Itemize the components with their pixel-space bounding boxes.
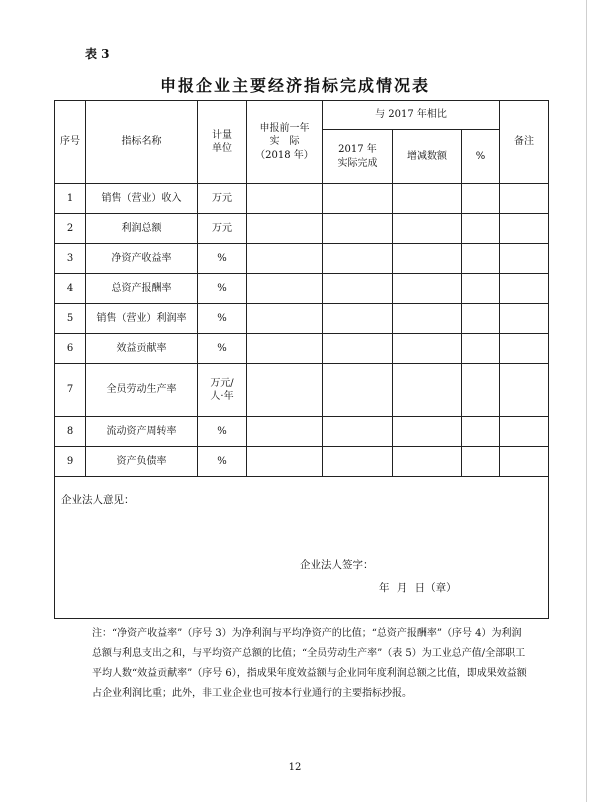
cell-remark [500, 274, 549, 304]
header-prev-line1: 申报前一年 [259, 122, 310, 134]
table-row [55, 334, 549, 364]
cell-actual [323, 274, 393, 304]
signature-label: 企业法人签字： [300, 559, 374, 571]
table-row [55, 417, 549, 447]
cell-remark [500, 364, 549, 417]
row-unit-line1: 万元/ [210, 377, 234, 389]
cell-remark [500, 304, 549, 334]
header-actual [323, 130, 393, 184]
row-seq: 3 [55, 244, 86, 274]
cell-percent [462, 274, 500, 304]
cell-percent [462, 417, 500, 447]
cell-actual [323, 334, 393, 364]
opinion-box [55, 477, 548, 618]
cell-percent [462, 244, 500, 274]
table-row [55, 447, 549, 477]
row-seq: 6 [55, 334, 86, 364]
header-prev-line2: 实 际 [269, 136, 300, 148]
opinion-row [55, 477, 549, 619]
page-edge [586, 0, 587, 802]
opinion-label: 企业法人意见： [61, 494, 135, 506]
date-label: 年 月 日（章） [379, 582, 457, 594]
page-title: 申报企业主要经济指标完成情况表 [159, 76, 430, 95]
cell-change [393, 214, 462, 244]
row-seq: 5 [55, 304, 86, 334]
row-unit: % [198, 304, 247, 334]
header-indicator: 指标名称 [86, 101, 198, 184]
cell-change [393, 334, 462, 364]
page-number: 12 [288, 762, 302, 773]
cell-actual [323, 417, 393, 447]
cell-actual [323, 364, 393, 417]
table-row [55, 184, 549, 214]
cell-prev-year [247, 364, 323, 417]
cell-change [393, 274, 462, 304]
row-unit: % [198, 417, 247, 447]
row-unit-line2: 人·年 [210, 391, 234, 402]
indicators-table [54, 100, 549, 619]
header-compare: 与 2017 年相比 [323, 101, 500, 130]
cell-change [393, 244, 462, 274]
header-change: 增减数额 [393, 130, 462, 184]
cell-prev-year [247, 214, 323, 244]
cell-prev-year [247, 304, 323, 334]
row-seq: 4 [55, 274, 86, 304]
cell-actual [323, 244, 393, 274]
cell-change [393, 184, 462, 214]
header-unit [198, 101, 247, 184]
row-name: 流动资产周转率 [86, 417, 198, 447]
cell-actual [323, 447, 393, 477]
row-name: 效益贡献率 [86, 334, 198, 364]
cell-remark [500, 214, 549, 244]
header-remark: 备注 [500, 101, 549, 184]
header-actual-line2: 实际完成 [337, 157, 378, 169]
cell-remark [500, 447, 549, 477]
row-seq: 8 [55, 417, 86, 447]
row-unit: 万元 [198, 184, 247, 214]
row-seq: 1 [55, 184, 86, 214]
cell-change [393, 364, 462, 417]
cell-remark [500, 244, 549, 274]
table-row [55, 274, 549, 304]
cell-percent [462, 364, 500, 417]
row-unit: 万元 [198, 214, 247, 244]
row-unit: % [198, 274, 247, 304]
header-actual-line1: 2017 年 [338, 144, 377, 155]
header-prev-year [247, 101, 323, 184]
header-prev-line3: （2018 年） [255, 149, 314, 161]
footnote: 注：“净资产收益率”（序号 3）为净利润与平均净资产的比值；“总资产报酬率”（序号 4）为利润总额与利息支出之和，与平均资产总额的比值；“全员劳动生产率”（表 5）为工业总产值/全部职工平均人数“效益贡献率”（序号 6），指成果年度效益额与企业同年度利润总额之比值，即成果效益额占企业利润比重；此外，非工业企业也可按本行业通行的主要指标抄报。 [92, 628, 527, 699]
row-unit: % [198, 447, 247, 477]
row-seq: 2 [55, 214, 86, 244]
row-seq: 9 [55, 447, 86, 477]
table-row [55, 364, 549, 417]
cell-change [393, 304, 462, 334]
table-label: 表 3 [85, 47, 110, 61]
row-name: 总资产报酬率 [86, 274, 198, 304]
cell-prev-year [247, 417, 323, 447]
opinion-cell [55, 477, 549, 619]
row-name: 销售（营业）收入 [86, 184, 198, 214]
cell-actual [323, 304, 393, 334]
row-name: 全员劳动生产率 [86, 364, 198, 417]
row-seq: 7 [55, 364, 86, 417]
cell-percent [462, 304, 500, 334]
cell-percent [462, 447, 500, 477]
cell-remark [500, 334, 549, 364]
row-name: 销售（营业）利润率 [86, 304, 198, 334]
header-unit-line1: 计量 [212, 129, 232, 141]
cell-change [393, 417, 462, 447]
cell-percent [462, 214, 500, 244]
table-row [55, 214, 549, 244]
row-name: 资产负债率 [86, 447, 198, 477]
cell-change [393, 447, 462, 477]
cell-remark [500, 417, 549, 447]
cell-prev-year [247, 334, 323, 364]
cell-prev-year [247, 274, 323, 304]
header-percent: % [462, 130, 500, 184]
row-unit: % [198, 244, 247, 274]
cell-actual [323, 184, 393, 214]
table-row [55, 304, 549, 334]
header-unit-line2: 单位 [212, 143, 232, 154]
cell-percent [462, 334, 500, 364]
row-unit: % [198, 334, 247, 364]
header-row-1 [55, 101, 549, 130]
cell-actual [323, 214, 393, 244]
row-name: 利润总额 [86, 214, 198, 244]
cell-prev-year [247, 447, 323, 477]
cell-remark [500, 184, 549, 214]
cell-prev-year [247, 244, 323, 274]
header-seq: 序号 [55, 101, 86, 184]
cell-percent [462, 184, 500, 214]
row-unit [198, 364, 247, 417]
table-row [55, 244, 549, 274]
cell-prev-year [247, 184, 323, 214]
row-name: 净资产收益率 [86, 244, 198, 274]
